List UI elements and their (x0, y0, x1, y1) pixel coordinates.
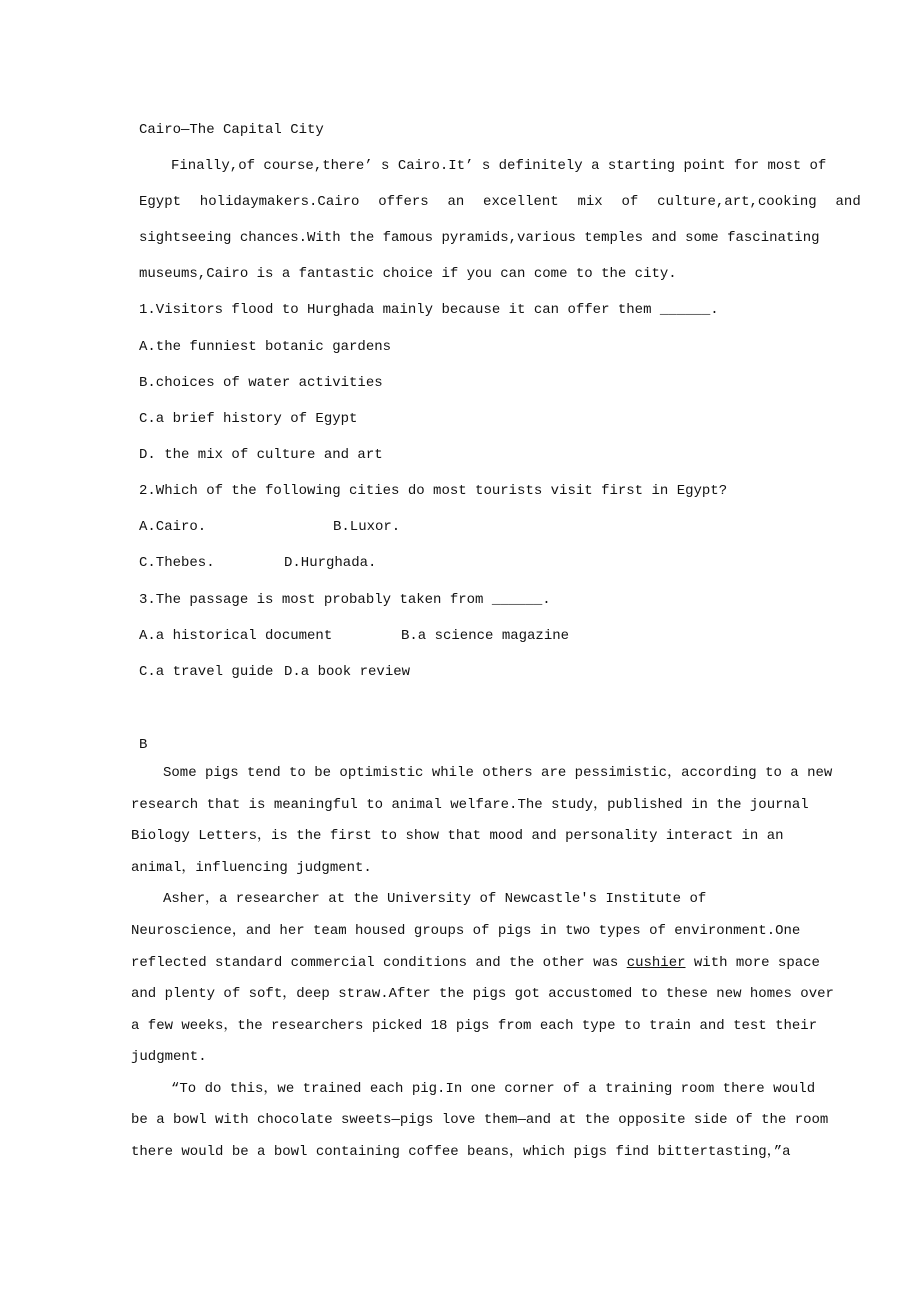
paragraph-line: Asher，a researcher at the University of Newcastle's Institute of (163, 891, 707, 907)
paragraph-line: sightseeing chances.With the famous pyramids,various temples and some fascinating (139, 230, 820, 246)
paragraph-line: Egypt holidaymakers.Cairo offers an excellent mix of culture,art,cooking and (139, 194, 861, 210)
paragraph-line: Some pigs tend to be optimistic while others are pessimistic，according to a new (163, 765, 833, 781)
question-2-option-d: D.Hurghada. (284, 555, 377, 571)
paragraph-line: judgment. (131, 1049, 207, 1065)
question-2-stem: 2.Which of the following cities do most tourists visit first in Egypt? (139, 483, 728, 499)
section-title: Cairo—The Capital City (139, 122, 324, 138)
question-2-option-a: A.Cairo. (139, 519, 207, 535)
line-text: reflected standard commercial conditions and the other was (131, 955, 627, 971)
question-1-option-a: A.the funniest botanic gardens (139, 339, 392, 355)
paragraph-line: animal，influencing judgment. (131, 860, 372, 876)
paragraph-line: museums,Cairo is a fantastic choice if you can come to the city. (139, 266, 677, 282)
question-1-option-b: B.choices of water activities (139, 375, 383, 391)
section-b-label: B (139, 737, 148, 753)
paragraph-line: there would be a bowl containing coffee beans，which pigs find bittertasting，”a (131, 1144, 791, 1160)
line-text: with more space (685, 955, 820, 971)
underlined-word: cushier (626, 955, 686, 971)
question-3-option-c: C.a travel guide (139, 664, 274, 680)
paragraph-line: Finally,of course,there’ s Cairo.It’ s definitely a starting point for most of (171, 158, 827, 174)
paragraph-line: research that is meaningful to animal welfare.The study，published in the journal (131, 797, 809, 813)
question-3-stem: 3.The passage is most probably taken from ______. (139, 592, 551, 608)
paragraph-line: Neuroscience，and her team housed groups of pigs in two types of environment.One (131, 923, 801, 939)
question-1-option-c: C.a brief history of Egypt (139, 411, 358, 427)
paragraph-line: Biology Letters，is the first to show that mood and personality interact in an (131, 828, 784, 844)
paragraph-line: and plenty of soft，deep straw.After the pigs got accustomed to these new homes over (131, 986, 834, 1002)
question-2-option-b: B.Luxor. (333, 519, 401, 535)
question-3-option-d: D.a book review (284, 664, 411, 680)
paragraph-line (131, 954, 820, 972)
question-1-option-d: D. the mix of culture and art (139, 447, 383, 463)
paragraph-line: be a bowl with chocolate sweets—pigs love them—and at the opposite side of the room (131, 1112, 829, 1128)
question-1-stem: 1.Visitors flood to Hurghada mainly because it can offer them ______. (139, 302, 719, 318)
question-3-option-b: B.a science magazine (401, 628, 570, 644)
question-2-option-c: C.Thebes. (139, 555, 215, 571)
question-3-option-a: A.a historical document (139, 628, 333, 644)
paragraph-line: “To do this，we trained each pig.In one corner of a training room there would (171, 1081, 816, 1097)
paragraph-line: a few weeks，the researchers picked 18 pigs from each type to train and test their (131, 1018, 818, 1034)
